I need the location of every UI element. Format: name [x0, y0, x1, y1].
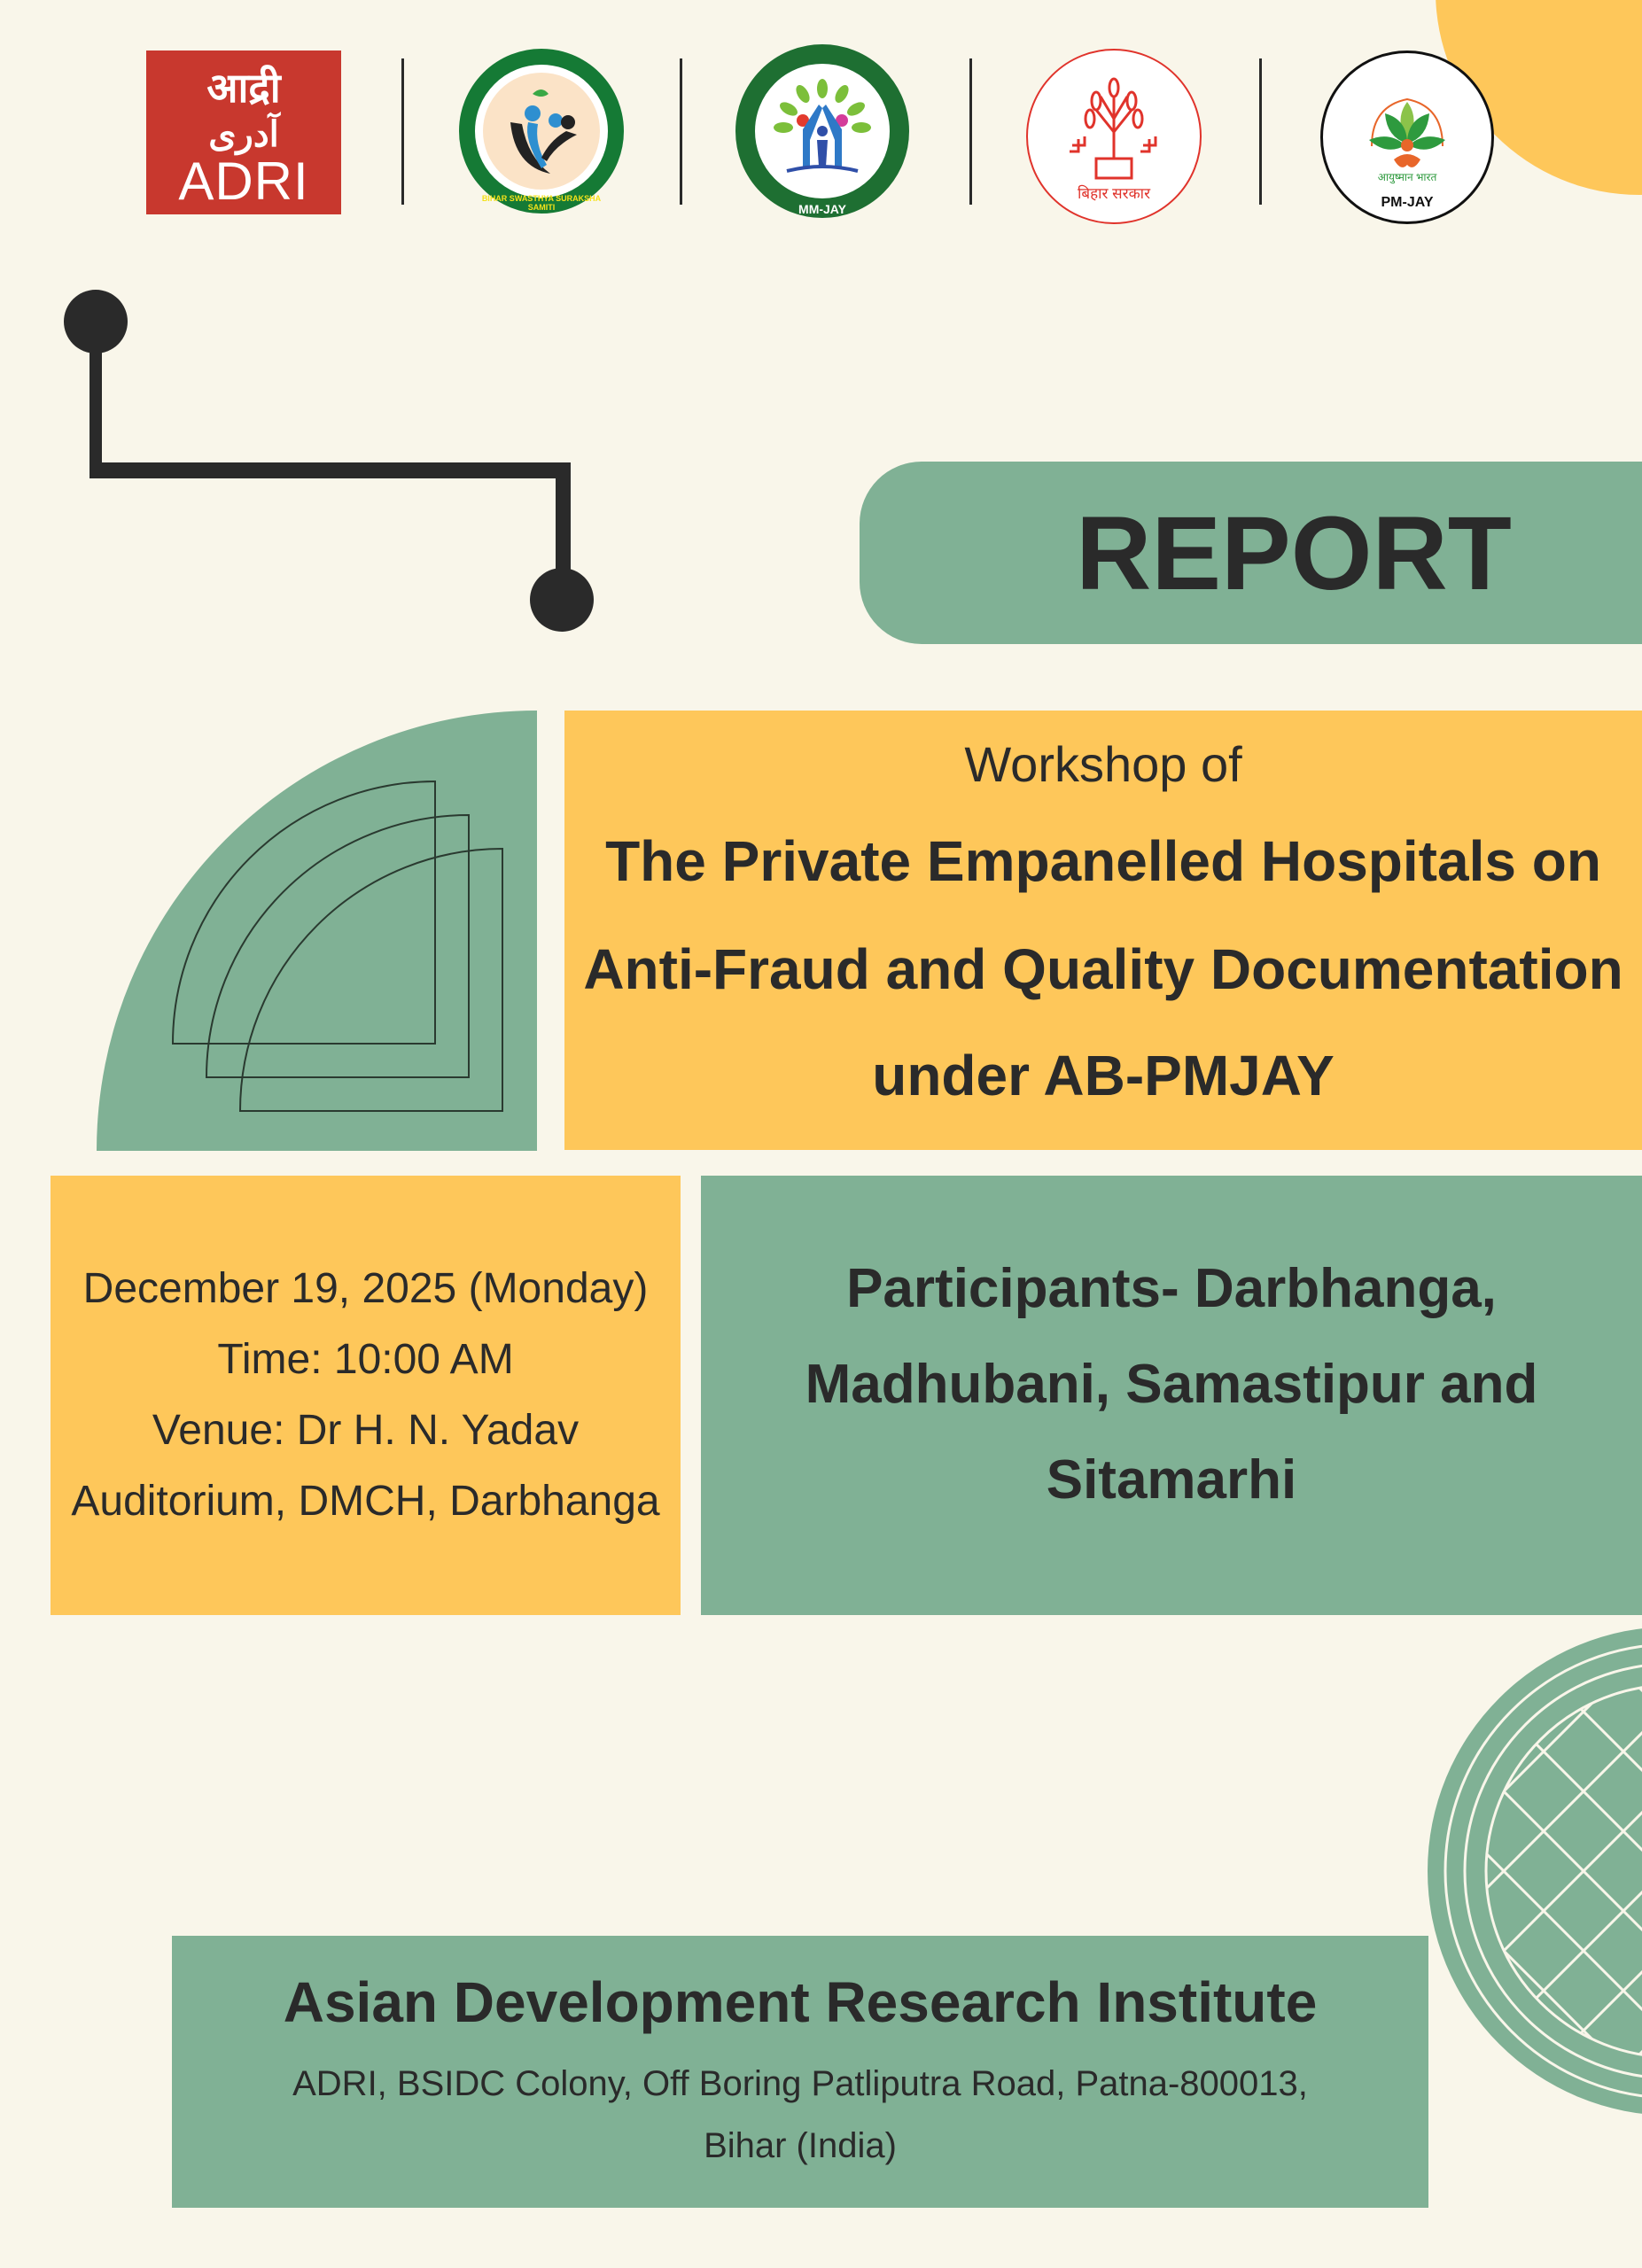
logo-divider [680, 58, 682, 205]
event-time: Time: 10:00 AM [217, 1336, 514, 1383]
participants-line: Madhubani, Samastipur and [805, 1354, 1538, 1415]
workshop-title-block [564, 711, 1642, 1150]
institute-address: ADRI, BSIDC Colony, Off Boring Patliputra Road, Patna-800013, [292, 2064, 1308, 2103]
logo-divider [1259, 58, 1262, 205]
bssm-logo-caption: BIHAR SWASTHYA SURAKSHA SAMITI [481, 194, 602, 212]
adri-logo-hindi: आद्री [206, 65, 281, 111]
connector-line [89, 462, 571, 478]
adri-logo-urdu: آدری [208, 115, 279, 154]
pmjay-middle-text: आयुष्मान भारत [1377, 171, 1437, 183]
tree-people-icon [760, 69, 884, 193]
logo-divider [969, 58, 972, 205]
nested-arcs-icon [97, 711, 537, 1151]
family-icon [479, 69, 603, 193]
report-title: REPORT [1076, 495, 1512, 612]
institute-footer [172, 1936, 1428, 2208]
mmjay-logo-caption: MM-JAY [798, 202, 846, 216]
bihar-sarkar-caption: बिहार सरकार [1077, 185, 1151, 202]
mmjay-logo [735, 44, 909, 218]
decorative-grid-circle [1424, 1623, 1642, 2119]
workshop-title-line: Anti-Fraud and Quality Documentation [583, 937, 1623, 1001]
institute-address-cont: Bihar (India) [704, 2126, 897, 2165]
event-details-block [51, 1176, 681, 1615]
workshop-title-line: under AB-PMJAY [872, 1044, 1335, 1107]
bssm-logo [459, 49, 624, 214]
adri-logo [146, 50, 341, 214]
workshop-title-line: The Private Empanelled Hospitals on [605, 829, 1601, 893]
adri-logo-english: ADRI [178, 151, 309, 211]
decorative-quarter-circle [97, 711, 537, 1151]
bihar-sarkar-logo [1026, 49, 1202, 224]
event-date: December 19, 2025 (Monday) [82, 1265, 649, 1312]
pmjay-logo [1320, 50, 1494, 224]
pmjay-caption: PM-JAY [1381, 195, 1434, 210]
event-venue-cont: Auditorium, DMCH, Darbhanga [71, 1478, 660, 1525]
connector-dot [530, 568, 594, 632]
logo-divider [401, 58, 404, 205]
connector-line [89, 319, 102, 478]
participants-line: Sitamarhi [1046, 1449, 1297, 1511]
participants-block [701, 1176, 1642, 1615]
institute-name: Asian Development Research Institute [283, 1970, 1318, 2034]
participants-line: Participants- Darbhanga, [846, 1258, 1497, 1319]
workshop-intro: Workshop of [964, 736, 1242, 792]
event-venue: Venue: Dr H. N. Yadav [152, 1407, 580, 1454]
